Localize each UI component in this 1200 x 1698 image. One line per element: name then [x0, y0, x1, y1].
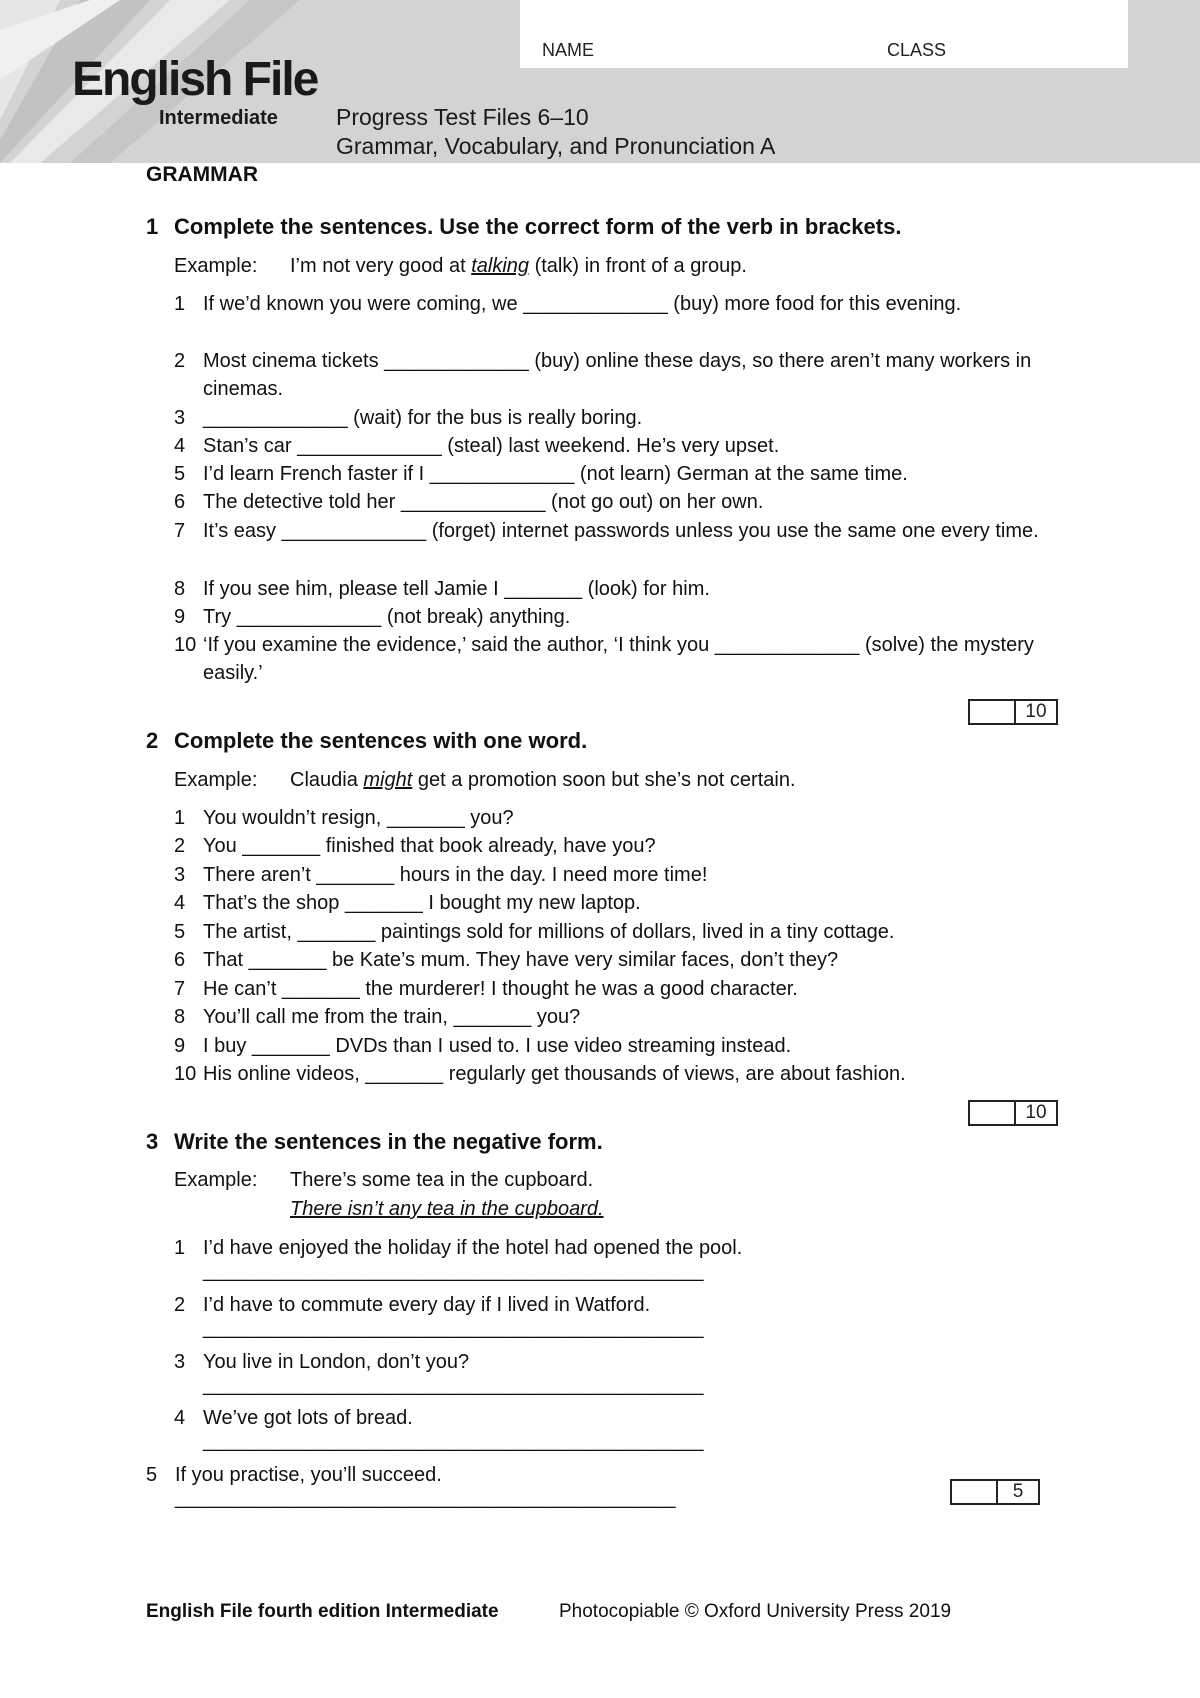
exercise-number: 1 [146, 214, 159, 239]
question-number: 2 [174, 835, 186, 857]
question-number: 2 [174, 1294, 186, 1316]
question-text: He can’t _______ the murderer! I thought he was a good character. [203, 978, 798, 1000]
question-text: You live in London, don’t you? [203, 1351, 470, 1373]
exercise-2-score-box [968, 1100, 1058, 1126]
example-answer: talking [471, 255, 530, 277]
exercise-number: 3 [146, 1129, 159, 1154]
question-text: Most cinema tickets _____________ (buy) online these days, so there aren’t many workers in cinemas. [203, 350, 1032, 400]
question-item [174, 460, 1054, 488]
exercise-3-score-box [950, 1479, 1040, 1505]
exercise-number: 2 [146, 728, 159, 753]
question-item [174, 488, 1054, 516]
question-text: _____________ (wait) for the bus is really boring. [203, 407, 643, 429]
answer-line[interactable]: _____________________________________________ [175, 1487, 676, 1509]
question-text: I’d have to commute every day if I lived in Watford. [203, 1294, 651, 1316]
question-item [174, 918, 1054, 946]
example-answer: might [363, 769, 413, 791]
question-item [174, 432, 1054, 460]
name-class-box [520, 0, 1128, 68]
exercise-2-heading [146, 728, 587, 754]
exercise-3-heading [146, 1129, 603, 1155]
question-item [174, 1404, 1054, 1432]
question-text: The artist, _______ paintings sold for millions of dollars, lived in a tiny cottage. [203, 921, 895, 943]
question-item [174, 946, 1054, 974]
question-number: 3 [174, 407, 186, 429]
exercise-instruction: Write the sentences in the negative form. [174, 1129, 603, 1154]
question-item [174, 1348, 1054, 1376]
question-item [174, 1003, 1054, 1031]
class-label: CLASS [887, 40, 947, 60]
exercise-instruction: Complete the sentences. Use the correct form of the verb in brackets. [174, 214, 902, 239]
question-item [174, 575, 1054, 603]
question-text: I’d have enjoyed the holiday if the hotel had opened the pool. [203, 1237, 743, 1259]
question-number: 9 [174, 1035, 186, 1057]
score-max: 5 [1012, 1481, 1024, 1502]
header-band [0, 0, 1200, 163]
question-text: That _______ be Kate’s mum. They have very similar faces, don’t they? [203, 949, 839, 971]
question-item [174, 861, 1054, 889]
score-entry[interactable] [952, 1481, 998, 1503]
question-number: 5 [174, 921, 186, 943]
question-number: 4 [174, 435, 186, 457]
question-item [174, 603, 1054, 631]
question-text: I buy _______ DVDs than I used to. I use video streaming instead. [203, 1035, 792, 1057]
question-text: There aren’t _______ hours in the day. I need more time! [203, 864, 708, 886]
example-sentence: There’s some tea in the cupboard. [290, 1169, 594, 1191]
logo-title: English File [72, 53, 318, 106]
question-number: 1 [174, 293, 186, 315]
exercise-1-example [174, 255, 747, 278]
example-answer: There isn’t any tea in the cupboard. [290, 1198, 604, 1220]
question-number: 8 [174, 1006, 186, 1028]
answer-line[interactable]: _____________________________________________ [203, 1374, 704, 1396]
test-subtitle: Grammar, Vocabulary, and Pronunciation A [336, 133, 776, 159]
question-text: If you see him, please tell Jamie I _______ (look) for him. [203, 578, 710, 600]
question-text: It’s easy _____________ (forget) internet passwords unless you use the same one every time. [203, 520, 1039, 542]
question-item [146, 1461, 1026, 1489]
question-number: 3 [174, 864, 186, 886]
question-item [174, 1234, 1054, 1262]
question-number: 1 [174, 1237, 186, 1259]
question-item [174, 631, 1054, 687]
question-text: If you practise, you’ll succeed. [175, 1464, 442, 1486]
exercise-1-heading [146, 214, 901, 240]
question-text: You _______ finished that book already, have you? [203, 835, 656, 857]
score-max: 10 [1025, 701, 1047, 722]
question-number: 6 [174, 949, 186, 971]
section-heading: GRAMMAR [146, 163, 258, 186]
question-item [174, 347, 1054, 403]
question-item [174, 975, 1054, 1003]
question-number: 1 [174, 807, 186, 829]
question-text: ‘If you examine the evidence,’ said the author, ‘I think you _____________ (solve) the mystery easily.’ [203, 634, 1034, 684]
question-number: 10 [174, 1063, 197, 1085]
question-item [174, 1032, 1054, 1060]
question-number: 6 [174, 491, 186, 513]
question-text: Stan’s car _____________ (steal) last weekend. He’s very upset. [203, 435, 780, 457]
example-text: (talk) in front of a group. [529, 255, 747, 277]
logo-subtitle: Intermediate [159, 107, 278, 129]
example-text: get a promotion soon but she’s not certain. [412, 769, 796, 791]
name-label: NAME [542, 40, 595, 60]
score-entry[interactable] [970, 1102, 1016, 1124]
question-number: 4 [174, 1407, 186, 1429]
footer-edition: English File fourth edition Intermediate [146, 1601, 499, 1622]
test-title: Progress Test Files 6–10 [336, 104, 589, 130]
question-text: You wouldn’t resign, _______ you? [203, 807, 514, 829]
question-number: 7 [174, 520, 186, 542]
question-item [174, 1060, 1054, 1088]
question-text: I’d learn French faster if I _____________ (not learn) German at the same time. [203, 463, 908, 485]
answer-line[interactable]: _____________________________________________ [203, 1260, 704, 1282]
question-number: 7 [174, 978, 186, 1000]
score-max: 10 [1025, 1102, 1047, 1123]
example-text: I’m not very good at [290, 255, 472, 277]
question-text: If we’d known you were coming, we _____________ (buy) more food for this evening. [203, 293, 962, 315]
example-text: Claudia [290, 769, 364, 791]
question-number: 5 [174, 463, 186, 485]
footer-copyright: Photocopiable © Oxford University Press 2019 [559, 1601, 952, 1622]
question-item [174, 832, 1054, 860]
exercise-2-example [174, 769, 796, 792]
exercise-instruction: Complete the sentences with one word. [174, 728, 588, 753]
example-label: Example: [174, 255, 258, 277]
example-label: Example: [174, 769, 258, 791]
question-item [174, 404, 1054, 432]
question-number: 2 [174, 350, 186, 372]
question-text: The detective told her _____________ (not go out) on her own. [203, 491, 764, 513]
question-text: We’ve got lots of bread. [203, 1407, 413, 1429]
question-item [174, 804, 1054, 832]
score-entry[interactable] [970, 701, 1016, 723]
question-text: You’ll call me from the train, _______ you? [203, 1006, 581, 1028]
exercise-1-score-box [968, 699, 1058, 725]
question-number: 3 [174, 1351, 186, 1373]
question-number: 10 [174, 634, 197, 656]
question-item [174, 889, 1054, 917]
example-label: Example: [174, 1169, 258, 1191]
question-number: 4 [174, 892, 186, 914]
answer-line[interactable]: _____________________________________________ [203, 1317, 704, 1339]
question-text: That’s the shop _______ I bought my new laptop. [203, 892, 641, 914]
question-number: 8 [174, 578, 186, 600]
question-item [174, 517, 1054, 545]
question-item [174, 1291, 1054, 1319]
exercise-3-example-answer [174, 1198, 604, 1221]
question-text: His online videos, _______ regularly get thousands of views, are about fashion. [203, 1063, 906, 1085]
question-item [174, 290, 1054, 318]
answer-line[interactable]: _____________________________________________ [203, 1430, 704, 1452]
exercise-3-example [174, 1169, 593, 1192]
question-text: Try _____________ (not break) anything. [203, 606, 571, 628]
question-number: 5 [146, 1464, 158, 1486]
question-number: 9 [174, 606, 186, 628]
